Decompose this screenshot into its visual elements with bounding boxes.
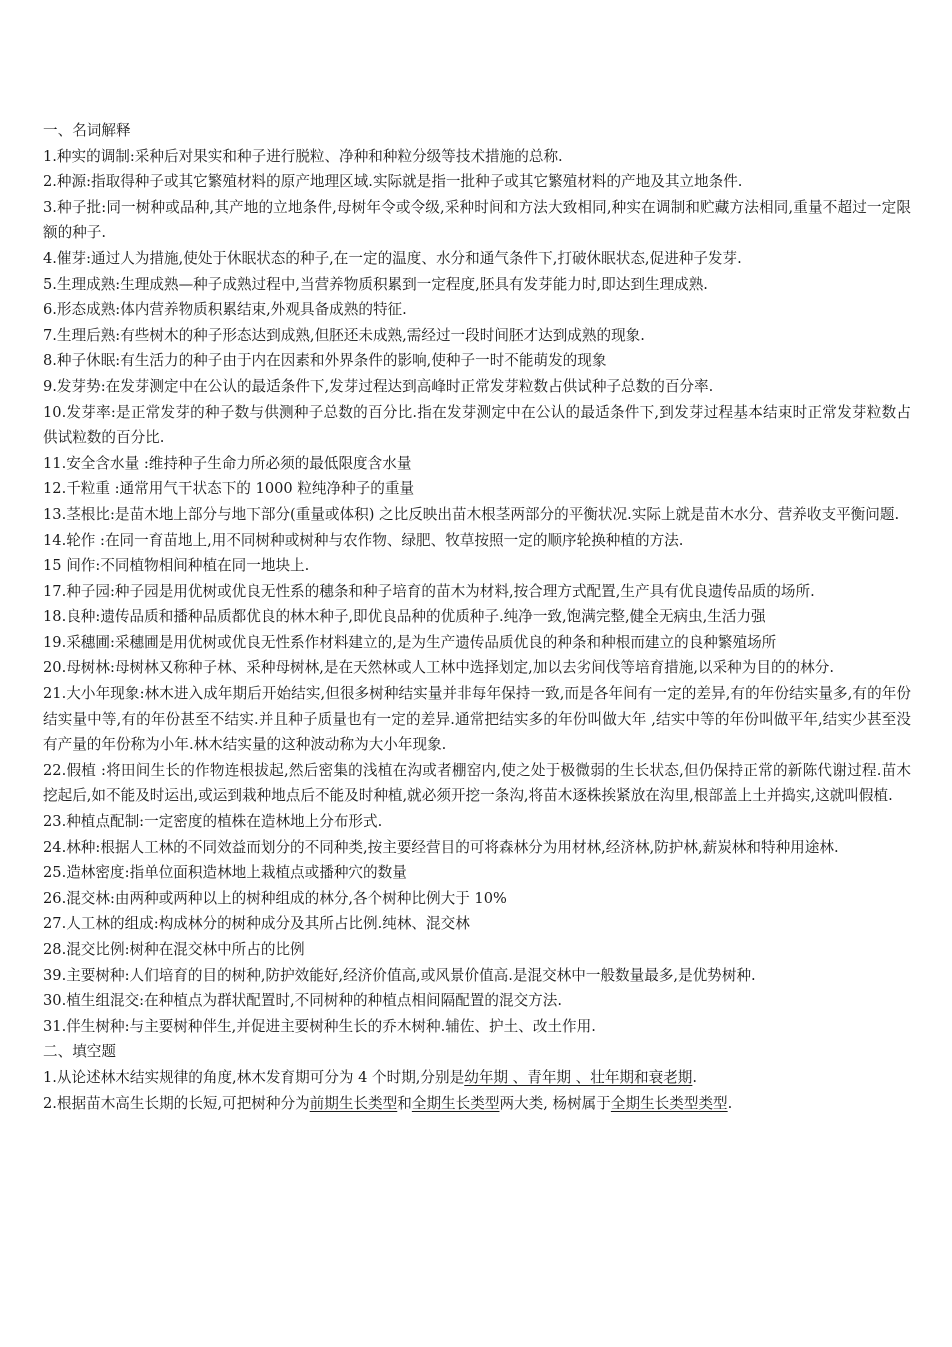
definition-item: 7.生理后熟:有些树木的种子形态达到成熟,但胚还未成熟,需经过一段时间胚才达到成熟的现象. [43,326,645,344]
definition-item: 11.安全含水量 :维持种子生命力所必须的最低限度含水量 [43,454,412,472]
definition-item: 20.母树林:母树林又称种子林、采种母树林,是在天然林或人工林中选择划定,加以去劣间伐等培育措施,以采种为目的的林分. [43,659,834,677]
answer-blank: 全期生长类型 [411,1094,500,1112]
fill-blank-question-1 [43,1065,911,1091]
definition-item: 10.发芽率:是正常发芽的种子数与供测种子总数的百分比.指在发芽测定中在公认的最适条件下,到发芽过程基本结束时正常发芽粒数占供试粒数的百分比. [43,403,911,447]
definition-item: 28.混交比例:树种在混交林中所占的比例 [43,941,305,958]
definition-item: 6.形态成熟:体内营养物质积累结束,外观具备成熟的特征. [43,301,407,319]
definition-item: 13.茎根比:是苗木地上部分与地下部分(重量或体积) 之比反映出苗木根茎两部分的平衡状况.实际上就是苗木水分、营养收支平衡问题. [43,505,900,523]
fill-blank-question-2 [43,1091,911,1117]
answer-blank: 前期生长类型 [309,1094,398,1112]
definition-item: 23.种植点配制:一定密度的植株在造林地上分布形式. [43,813,383,831]
definition-item: 12.千粒重 :通常用气干状态下的 1000 粒纯净种子的重量 [43,480,415,498]
question-text: 2.根据苗木高生长期的长短,可把树种分为 [43,1094,310,1112]
section2-title: 二、填空题 [43,1043,116,1061]
definition-item: 5.生理成熟:生理成熟—种子成熟过程中,当营养物质积累到一定程度,胚具有发芽能力时,即达到生理成熟. [43,275,708,293]
answer-blank: 全期生长类型类型 [610,1094,728,1112]
question-text: 1.从论述林木结实规律的角度,林木发育期可分为 4 个时期,分别是 [43,1068,465,1086]
question-text: . [727,1094,733,1112]
definition-item: 22.假植 :将田间生长的作物连根拔起,然后密集的浅植在沟或者棚窑内,使之处于极微弱的生长状态,但仍保持正常的新陈代谢过程.苗木挖起后,如不能及时运出,或运到栽种地点后不能及时种植,就必须开挖一条沟,将苗木逐株挨紧放在沟里,根部盖上土并捣实,这就叫假植. [43,761,911,805]
question-text: 和 [397,1094,412,1112]
definition-item: 31.伴生树种:与主要树种伴生,并促进主要树种生长的乔木树种.辅佐、护土、改土作用. [43,1017,596,1035]
definition-item: 2.种源:指取得种子或其它繁殖材料的原产地理区域.实际就是指一批种子或其它繁殖材料的产地及其立地条件. [43,173,743,191]
definition-item: 39.主要树种:人们培育的目的树种,防护效能好,经济价值高,或风景价值高.是混交林中一般数量最多,是优势树种. [43,966,756,984]
definition-item: 21.大小年现象:林木进入成年期后开始结实,但很多树种结实量并非每年保持一致,而是各年间有一定的差异,有的年份结实量多,有的年份结实量中等,有的年份甚至不结实.并且种子质量也有一定的差异.通常把结实多的年份叫做大年 ,结实中等的年份叫做平年,结实少甚至没有产量的年份称为小年.林木结实量的这种波动称为大小年现象. [43,685,911,754]
definition-item: 8.种子休眠:有生活力的种子由于内在因素和外界条件的影响,使种子一时不能萌发的现象 [43,352,607,370]
definition-item: 19.采穗圃:采穗圃是用优树或优良无性系作材料建立的,是为生产遗传品质优良的种条和种根而建立的良种繁殖场所 [43,633,777,651]
definition-item: 24.林种:根据人工林的不同效益而划分的不同种类,按主要经营目的可将森林分为用材林,经济林,防护林,薪炭林和特种用途林. [43,838,839,856]
definition-item: 14.轮作 :在同一育苗地上,用不同树种或树种与农作物、绿肥、牧草按照一定的顺序轮换种植的方法. [43,531,684,549]
answer-blank: 幼年期 、青年期 、壮年期和衰老期 [464,1068,693,1086]
definition-item: 25.造林密度:指单位面积造林地上栽植点或播种穴的数量 [43,864,407,882]
definition-list [43,144,911,1040]
section1-title: 一、名词解释 [43,122,131,139]
definition-item: 9.发芽势:在发芽测定中在公认的最适条件下,发芽过程达到高峰时正常发芽粒数占供试种子总数的百分率. [43,377,714,395]
definition-item: 27.人工林的组成:构成林分的树种成分及其所占比例.纯林、混交林 [43,915,470,933]
definition-item: 15 间作:不同植物相间种植在同一地块上. [43,557,310,575]
definition-item: 1.种实的调制:采种后对果实和种子进行脱粒、净种和种粒分级等技术措施的总称. [43,147,563,165]
question-text: 两大类, 杨树属于 [499,1094,611,1112]
document-page [43,118,911,1116]
definition-item: 3.种子批:同一树种或品种,其产地的立地条件,母树年令或令级,采种时间和方法大致相同,种实在调制和贮藏方法相同,重量不超过一定限额的种子. [43,198,911,242]
definition-item: 4.催芽:通过人为措施,使处于休眠状态的种子,在一定的温度、水分和通气条件下,打破休眠状态,促进种子发芽. [43,249,742,267]
definition-item: 30.植生组混交:在种植点为群状配置时,不同树种的种植点相间隔配置的混交方法. [43,992,563,1010]
definition-item: 18.良种:遗传品质和播种品质都优良的林木种子,即优良品种的优质种子.纯净一致,饱满完整,健全无病虫,生活力强 [43,608,766,626]
definition-item: 17.种子园:种子园是用优树或优良无性系的穗条和种子培育的苗木为材料,按合理方式配置,生产具有优良遗传品质的场所. [43,582,815,600]
definition-item: 26.混交林:由两种或两种以上的树种组成的林分,各个树种比例大于 10% [43,889,507,907]
question-text: . [692,1068,698,1086]
